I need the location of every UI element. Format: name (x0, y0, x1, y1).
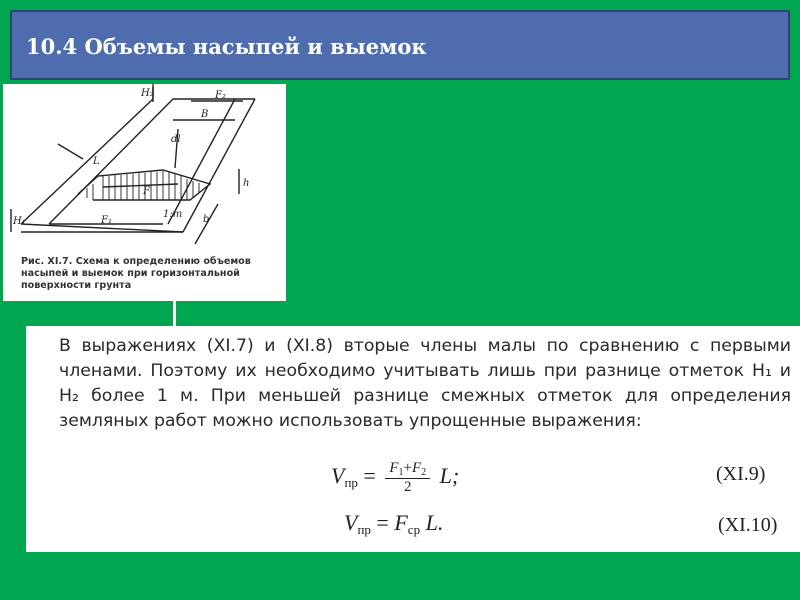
label-slope: 1:m (163, 209, 183, 220)
formula-xi10: $V_{пр} = F_{ср}$ L. (344, 510, 444, 537)
title-bar (10, 10, 790, 80)
slide-title: 10.4 Объемы насыпей и выемок (26, 34, 427, 59)
text-panel (26, 326, 800, 552)
label-f: F (143, 186, 150, 197)
label-b: B (201, 109, 209, 120)
figure-caption: Рис. XI.7. Схема к определению объемов насыпей и выемок при горизонтальной поверхности грунта (21, 256, 251, 291)
label-f2: F₂ (215, 90, 226, 101)
label-dl: dl (171, 134, 181, 145)
formula-xi9: $V_{пр}$ = $\frac{F_1+F_2}{2}$ L; (331, 460, 460, 495)
label-l: L (93, 156, 100, 167)
formula-xi9-number: (XI.9) (716, 463, 766, 485)
label-b-small: b (203, 214, 210, 225)
formula-xi10-number: (XI.10) (718, 514, 778, 536)
label-h1: H₁ (13, 216, 26, 227)
label-f1: F₁ (101, 215, 112, 226)
connector-line (173, 301, 176, 326)
label-h: h (243, 178, 250, 189)
body-paragraph: В выражениях (XI.7) и (XI.8) вторые члены малы по сравнению с первыми членами. Поэтому их необходимо учитывать лишь при разнице отметок H₁ и H₂ более 1 м. При меньшей разнице смежных отметок для определения земляных работ можно использовать упрощенные выражения: (59, 336, 791, 431)
label-h2: H₂ (141, 88, 154, 99)
figure-panel (3, 84, 286, 301)
formula-xi9-fraction: $\frac{F_1+F_2}{2}$ (385, 460, 430, 496)
